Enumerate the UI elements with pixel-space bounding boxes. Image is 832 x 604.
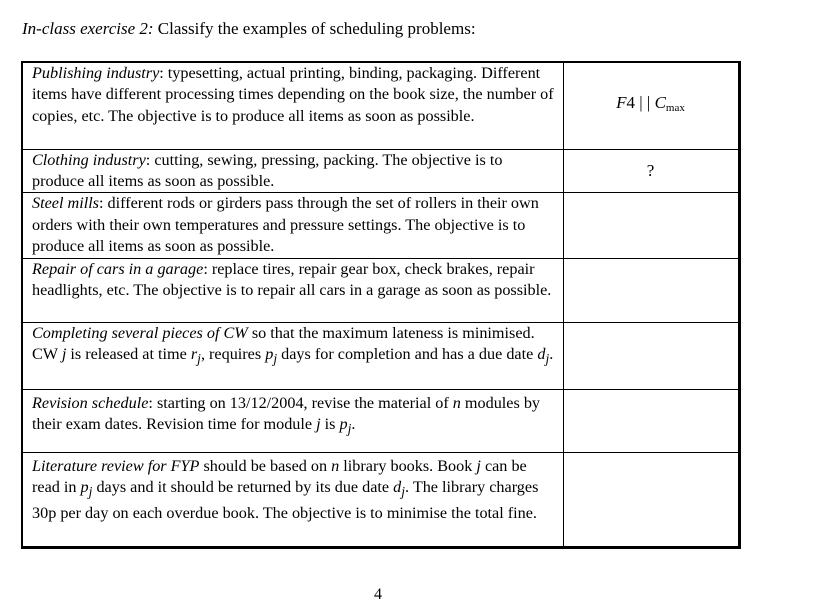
classification-answer: F4 | | $C_{max}$ [616, 93, 685, 115]
table-row [22, 452, 739, 547]
example-title: Completing several pieces of CW [32, 323, 248, 342]
table-row [22, 389, 739, 452]
scheduling-examples-table [21, 61, 741, 549]
exercise-title [22, 18, 476, 40]
classification-cell [563, 258, 739, 322]
example-title: Publishing industry [32, 64, 160, 82]
example-text: : replace tires, repair gear box, check brakes, repair headlights, etc. The objective is to repair all cars in a garage as soon as possible. [32, 259, 552, 299]
example-title: Clothing industry [32, 150, 146, 169]
example-description: Revision schedule: starting on 13/12/2004, revise the material of n modules by their exam dates. Revision time for module j is $p_j$. [22, 389, 563, 452]
example-title: Repair of cars in a garage [32, 259, 204, 278]
table-row [22, 322, 739, 389]
example-description [22, 258, 563, 322]
classification-answer: ? [646, 161, 655, 181]
page-number: 4 [374, 586, 382, 603]
classification-cell [563, 389, 739, 452]
example-description [22, 193, 563, 258]
classification-cell [563, 452, 739, 547]
table-row [22, 149, 739, 193]
example-text: : cutting, sewing, pressing, packing. The objective is to produce all items as soon as possible. [32, 150, 503, 190]
example-description [22, 149, 563, 193]
example-title: Literature review for FYP [32, 456, 200, 475]
example-description: Literature review for FYP should be based on n library books. Book j can be read in $p_j$ days and it should be returned by its due date $d_j$. The library charges 30p per day on each overdue book. The objective is to minimise the total fine. [22, 452, 563, 547]
example-description [22, 62, 563, 149]
example-text: : different rods or girders pass through the set of rollers in their own orders with their own temperatures and pressure settings. The objective is to produce all items as soon as possible. [32, 194, 539, 256]
table-row [22, 62, 739, 149]
example-title: Revision schedule [32, 393, 149, 412]
example-text: : typesetting, actual printing, binding, packaging. Different items have different processing times depending on the book size, the number of copies, etc. The objective is to produce all items as soon as possible. [32, 64, 554, 125]
exercise-instruction: Classify the examples of scheduling problems: [153, 19, 476, 38]
example-description: Completing several pieces of CW so that the maximum lateness is minimised. CW j is released at time $r_j$, requires $p_j$ days for completion and has a due date $d_j$. [22, 322, 563, 389]
classification-cell [563, 193, 739, 258]
classification-cell [563, 149, 739, 193]
classification-cell [563, 322, 739, 389]
classification-cell [563, 62, 739, 149]
example-title: Steel mills [32, 194, 99, 213]
table-row [22, 258, 739, 322]
table-row [22, 193, 739, 258]
exercise-label: In-class exercise 2: [22, 19, 154, 38]
